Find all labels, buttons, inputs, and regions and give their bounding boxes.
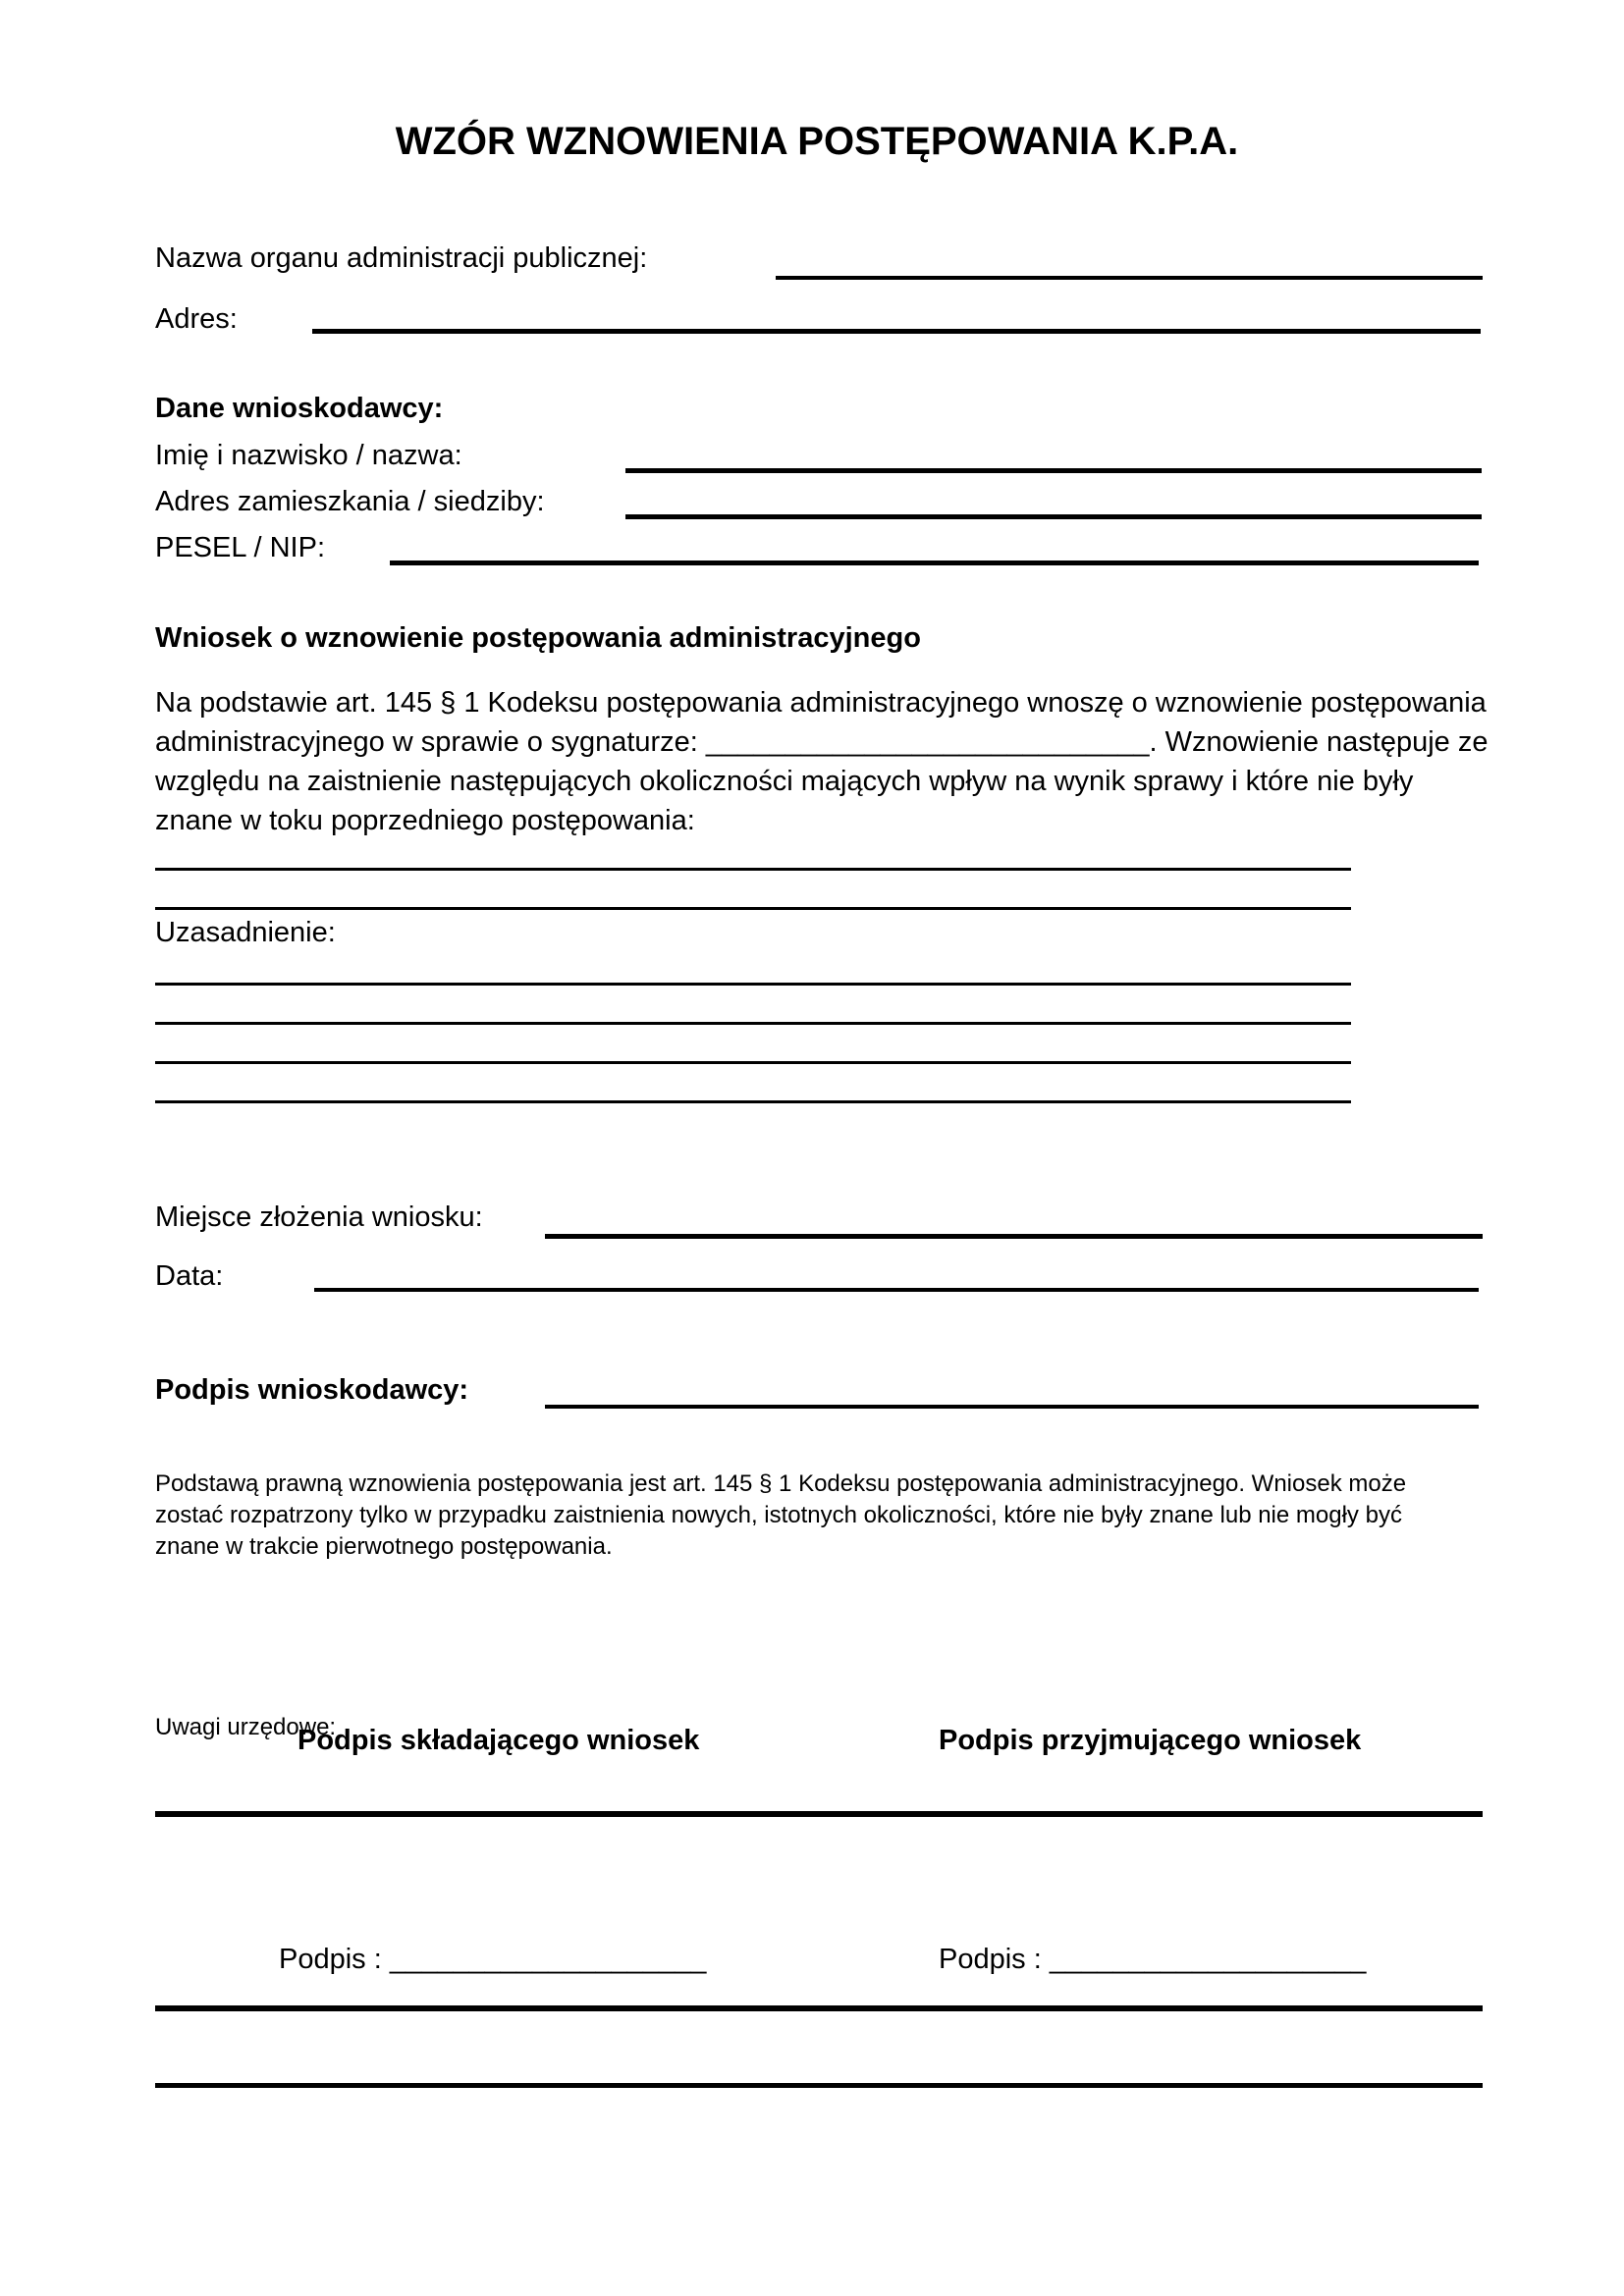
circumstances-blank-line-1 xyxy=(155,868,1351,871)
submitter-signature-heading: Podpis składającego wniosek xyxy=(298,1725,700,1756)
applicant-pesel-label: PESEL / NIP: xyxy=(155,532,325,563)
request-section-heading: Wniosek o wznowienie postępowania administracyjnego xyxy=(155,622,921,654)
applicant-address-label: Adres zamieszkania / siedziby: xyxy=(155,486,545,517)
authority-organ-field-line xyxy=(776,276,1483,280)
page-title: WZÓR WZNOWIENIA POSTĘPOWANIA K.P.A. xyxy=(395,120,1239,163)
date-field-line xyxy=(314,1288,1479,1292)
submitter-signature-label: Podpis : ____________________ xyxy=(279,1944,707,1975)
applicant-name-label: Imię i nazwisko / nazwa: xyxy=(155,440,462,471)
authority-address-field-line xyxy=(312,329,1481,334)
receiver-signature-label: Podpis : ____________________ xyxy=(939,1944,1367,1975)
receiver-signature-heading: Podpis przyjmującego wniosek xyxy=(939,1725,1362,1756)
place-of-submission-field-line xyxy=(545,1234,1483,1239)
circumstances-blank-line-2 xyxy=(155,907,1351,910)
legal-basis-note: Podstawą prawną wznowienia postępowania jest art. 145 § 1 Kodeksu postępowania administracyjnego. Wniosek może zostać rozpatrzony tylko w przypadku zaistnienia nowych, istotnych okoliczności, które nie były znane lub nie mogły być znane w trakcie pierwotnego postępowania. xyxy=(155,1470,1407,1560)
applicant-section-heading: Dane wnioskodawcy: xyxy=(155,393,444,424)
applicant-pesel-field-line xyxy=(390,561,1479,565)
footer-separator-line-1 xyxy=(155,1811,1483,1817)
date-label: Data: xyxy=(155,1260,224,1292)
justification-blank-line-2 xyxy=(155,1022,1351,1025)
justification-blank-line-3 xyxy=(155,1061,1351,1064)
footer-separator-line-2 xyxy=(155,2005,1483,2011)
justification-blank-line-4 xyxy=(155,1100,1351,1103)
official-remarks-label: Uwagi urzędowe: xyxy=(155,1714,337,1740)
justification-blank-line-1 xyxy=(155,983,1351,986)
applicant-signature-field-line xyxy=(545,1405,1479,1409)
applicant-signature-heading: Podpis wnioskodawcy: xyxy=(155,1374,469,1406)
place-of-submission-label: Miejsce złożenia wniosku: xyxy=(155,1201,483,1233)
authority-address-label: Adres: xyxy=(155,303,238,335)
footer-separator-line-3 xyxy=(155,2083,1483,2088)
request-body-paragraph: Na podstawie art. 145 § 1 Kodeksu postępowania administracyjnego wnoszę o wznowienie postępowania administracyjnego w sprawie o sygnaturze: ____________________________. Wznowienie następuje ze względu na zaistnienie następujących okoliczności mających wpływ na wynik sprawy i które nie były znane w toku poprzedniego postępowania: xyxy=(155,687,1489,836)
justification-label: Uzasadnienie: xyxy=(155,917,336,948)
applicant-name-field-line xyxy=(625,468,1482,473)
applicant-address-field-line xyxy=(625,514,1482,519)
authority-organ-label: Nazwa organu administracji publicznej: xyxy=(155,242,648,274)
